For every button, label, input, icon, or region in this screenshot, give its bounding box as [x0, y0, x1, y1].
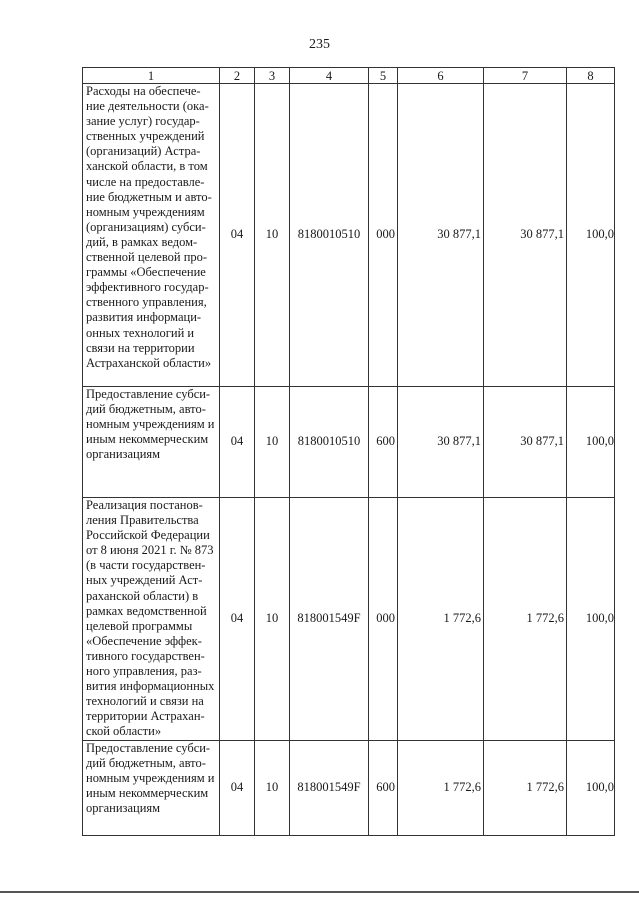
cell-subsection: 10: [255, 84, 290, 387]
table-row: [83, 740, 615, 835]
row-name: Предоставление субси-дий бюджетным, авто-номным учреждениям и иным некоммерческим организациям: [83, 740, 220, 835]
cell-amount-plan: 1 772,6: [398, 740, 484, 835]
column-header-5: 5: [369, 68, 398, 84]
cell-subsection: 10: [255, 387, 290, 498]
row-name: Предоставление субси-дий бюджетным, авто-номным учреждениям и иным некоммерческим организациям: [83, 387, 220, 498]
cell-percent: 100,0: [567, 498, 615, 741]
cell-percent: 100,0: [567, 84, 615, 387]
cell-amount-plan: 30 877,1: [398, 387, 484, 498]
cell-target-code: 818001549F: [290, 498, 369, 741]
cell-target-code: 8180010510: [290, 84, 369, 387]
table-row: [83, 84, 615, 387]
cell-expense-type: 000: [369, 84, 398, 387]
column-header-3: 3: [255, 68, 290, 84]
cell-expense-type: 600: [369, 740, 398, 835]
page-bottom-divider: [0, 891, 639, 893]
cell-expense-type: 000: [369, 498, 398, 741]
cell-amount-actual: 1 772,6: [484, 740, 567, 835]
column-header-8: 8: [567, 68, 615, 84]
page-number: 235: [309, 37, 330, 52]
header-row: [83, 68, 615, 84]
column-header-4: 4: [290, 68, 369, 84]
cell-target-code: 818001549F: [290, 740, 369, 835]
cell-section: 04: [220, 740, 255, 835]
cell-section: 04: [220, 387, 255, 498]
column-header-1: 1: [83, 68, 220, 84]
cell-subsection: 10: [255, 740, 290, 835]
cell-subsection: 10: [255, 498, 290, 741]
column-header-6: 6: [398, 68, 484, 84]
row-name: Расходы на обеспече-ние деятельности (ока-зание услуг) государ-ственных учреждений (организаций) Астра-ханской области, в том числе на предоставле-ние бюджетным и авто-номным учреждениям (организациям) субси-дий, в рамках ведом-ственной целевой про-граммы «Обеспечение эффективного государ-ственного управления, развития информаци-онных технологий и связи на территории Астраханской области»: [83, 84, 220, 387]
cell-percent: 100,0: [567, 740, 615, 835]
cell-amount-actual: 30 877,1: [484, 387, 567, 498]
cell-section: 04: [220, 84, 255, 387]
cell-target-code: 8180010510: [290, 387, 369, 498]
column-header-2: 2: [220, 68, 255, 84]
cell-amount-plan: 1 772,6: [398, 498, 484, 741]
cell-percent: 100,0: [567, 387, 615, 498]
column-header-7: 7: [484, 68, 567, 84]
cell-section: 04: [220, 498, 255, 741]
cell-amount-actual: 1 772,6: [484, 498, 567, 741]
table-row: [83, 387, 615, 498]
table-row: [83, 498, 615, 741]
budget-table: [82, 67, 615, 836]
row-name: Реализация постанов-ления Правительства Российской Федерации от 8 июня 2021 г. № 873 (в части государствен-ных учреждений Аст-раханской области) в рамках ведомственной целевой программы «Обеспечение эффек-тивного государствен-ного управления, раз-вития информационных технологий и связи на территории Астрахан-ской области»: [83, 498, 220, 741]
cell-amount-actual: 30 877,1: [484, 84, 567, 387]
cell-expense-type: 600: [369, 387, 398, 498]
cell-amount-plan: 30 877,1: [398, 84, 484, 387]
